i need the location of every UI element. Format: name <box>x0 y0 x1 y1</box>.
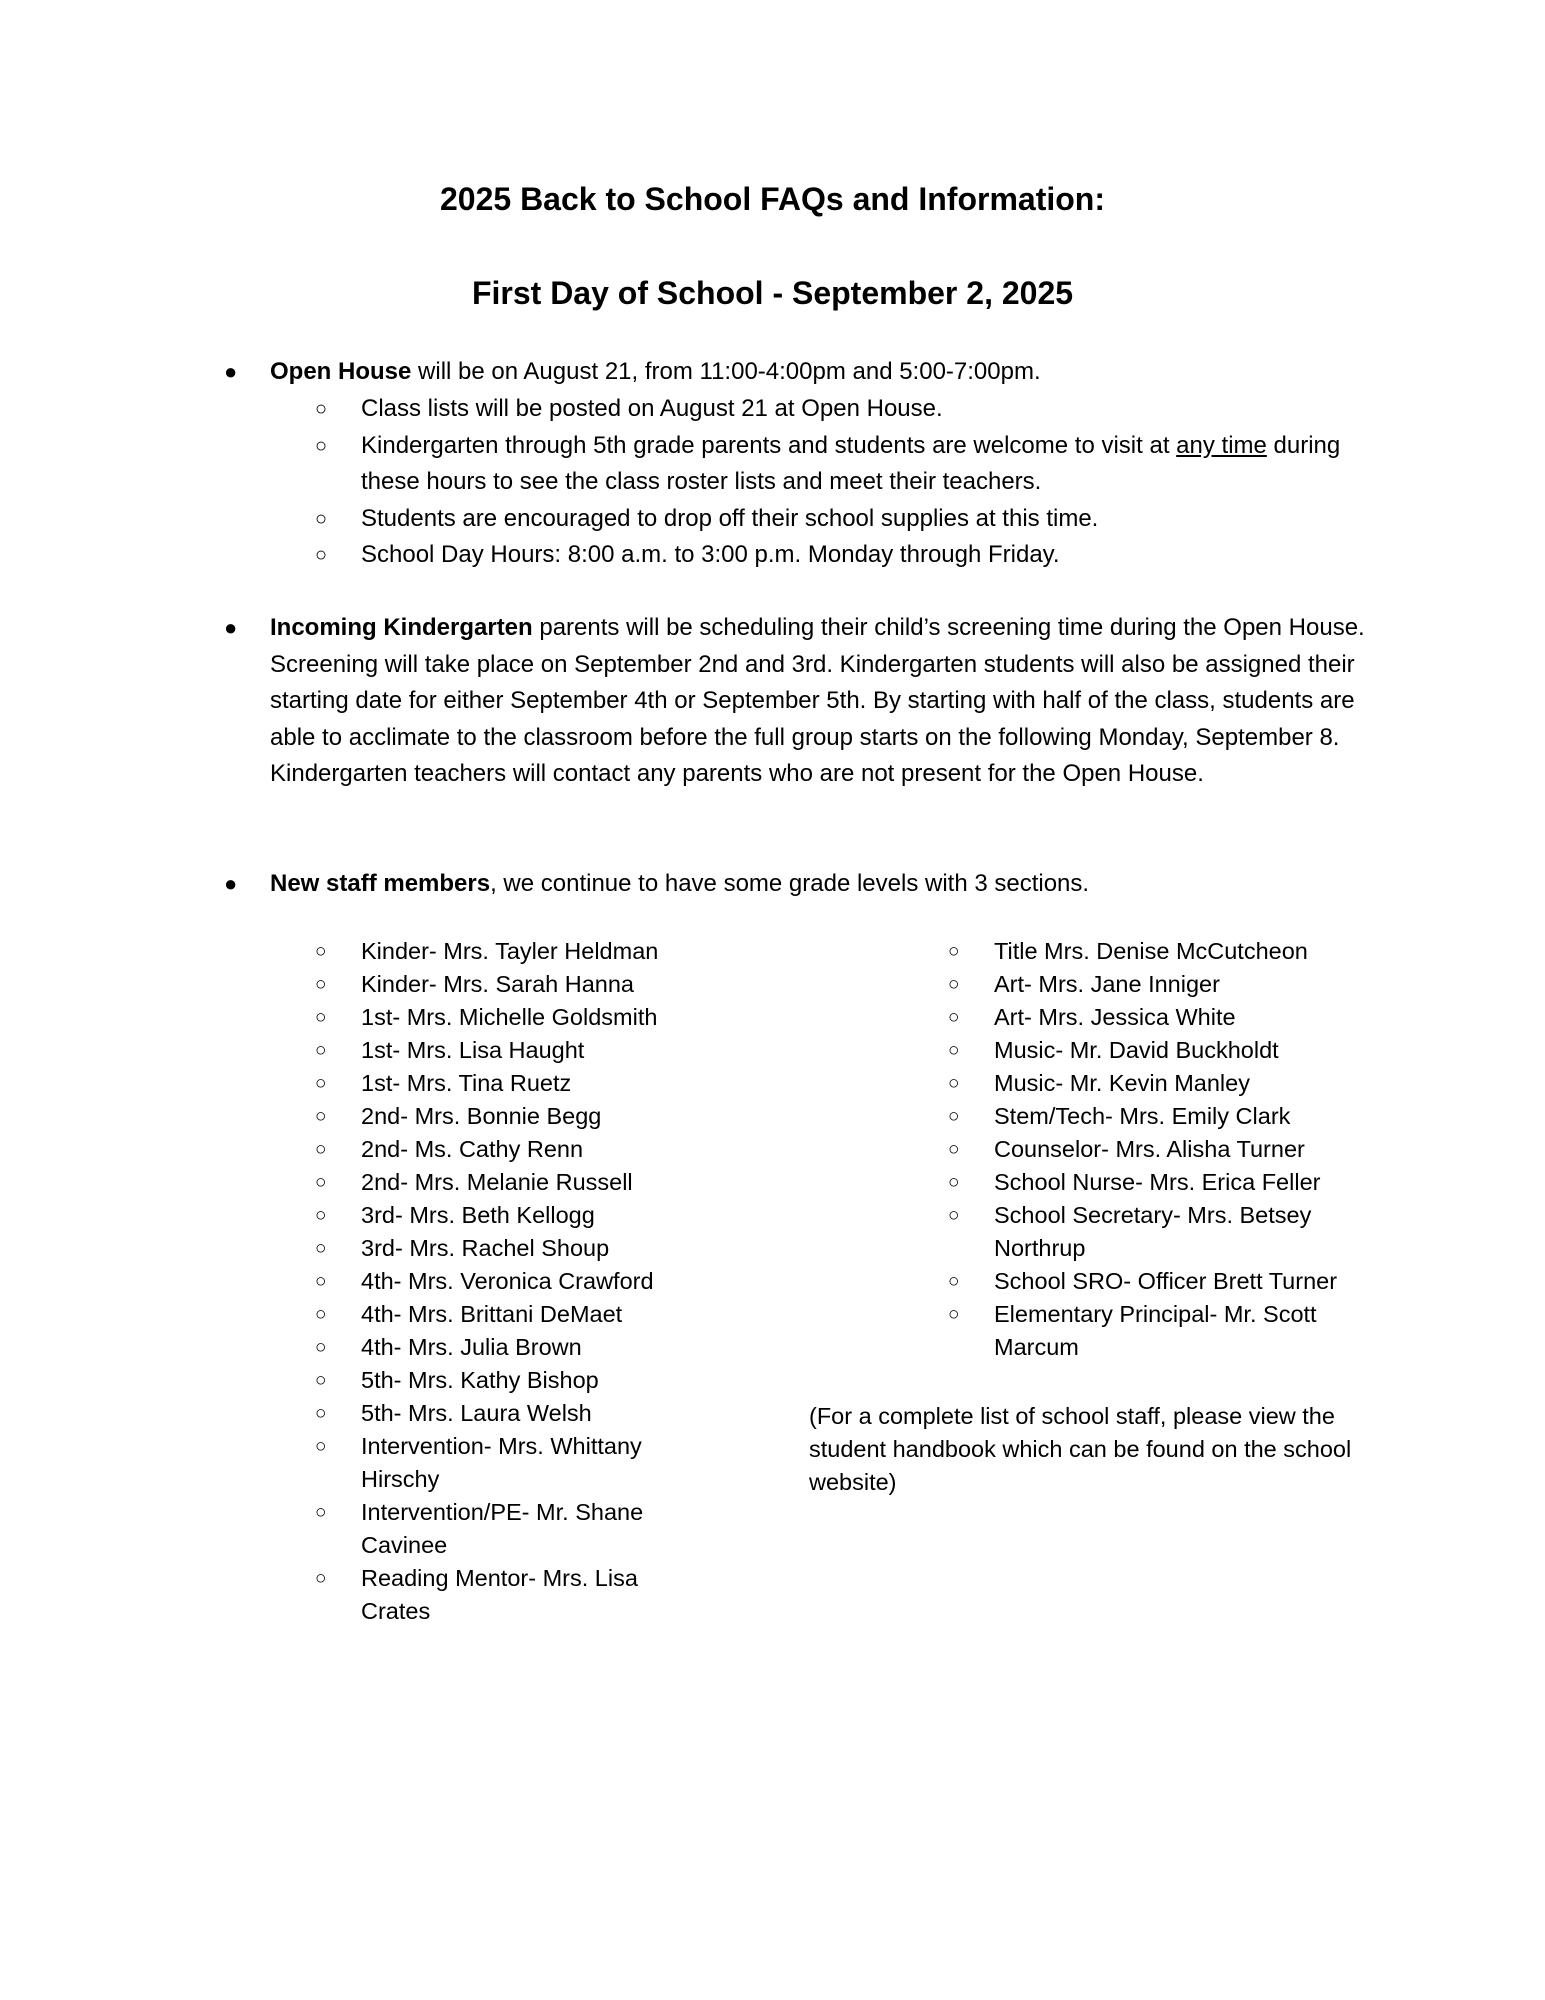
visit-text-pre: Kindergarten through 5th grade parents and students are welcome to visit at <box>361 431 1177 459</box>
staff-list-item <box>948 1298 1368 1364</box>
staff-list-item <box>315 1232 700 1265</box>
sub-bullet-marker: ○ <box>315 1436 327 1457</box>
sub-bullet-marker: ○ <box>315 1568 327 1589</box>
staff-member-name: School Nurse- Mrs. Erica Feller <box>994 1169 1321 1195</box>
staff-member-name: 5th- Mrs. Laura Welsh <box>361 1400 592 1426</box>
sub-bullet-marker: ○ <box>948 1139 960 1160</box>
staff-list-item <box>948 1067 1368 1100</box>
staff-list-item <box>315 935 700 968</box>
sub-bullet-marker: ○ <box>948 974 960 995</box>
staff-member-name: 4th- Mrs. Veronica Crawford <box>361 1268 654 1294</box>
staff-list-item <box>315 1166 700 1199</box>
sub-bullet-marker: ○ <box>315 544 328 566</box>
staff-member-name: School SRO- Officer Brett Turner <box>994 1268 1338 1294</box>
staff-member-name: 1st- Mrs. Tina Ruetz <box>361 1070 572 1096</box>
sub-bullet-marker: ○ <box>948 1073 960 1094</box>
staff-list-item <box>948 1100 1368 1133</box>
sub-bullet-marker: ○ <box>948 1106 960 1127</box>
page-title: 2025 Back to School FAQs and Information: <box>439 181 1105 217</box>
staff-member-name: School Secretary- Mrs. Betsey Northrup <box>994 1202 1312 1261</box>
bullet-marker: ● <box>224 615 238 640</box>
staff-lead: New staff members <box>270 870 491 897</box>
sub-bullet-marker: ○ <box>315 1007 327 1028</box>
sub-bullet-marker: ○ <box>315 1106 327 1127</box>
staff-list-item <box>948 1001 1368 1034</box>
staff-list-item <box>315 1562 700 1628</box>
class-lists-text: Class lists will be posted on August 21 at Open House. <box>361 395 943 422</box>
staff-member-name: 2nd- Mrs. Bonnie Begg <box>361 1103 602 1129</box>
kindergarten-text <box>270 610 1380 793</box>
sub-bullet-marker: ○ <box>315 1139 327 1160</box>
staff-member-name: 1st- Mrs. Michelle Goldsmith <box>361 1004 658 1030</box>
sub-bullet-marker: ○ <box>315 1337 327 1358</box>
sub-bullet-marker: ○ <box>948 1205 960 1226</box>
staff-list-item <box>948 935 1368 968</box>
staff-list-item <box>315 1067 700 1100</box>
staff-list-right <box>948 935 1368 1364</box>
staff-text <box>270 866 1380 903</box>
sub-bullet-marker: ○ <box>315 507 328 530</box>
sub-bullet-marker: ○ <box>315 1271 327 1292</box>
page-subtitle: First Day of School - September 2, 2025 <box>471 275 1074 311</box>
open-house-rest: will be on August 21, from 11:00-4:00pm and 5:00-7:00pm. <box>411 358 1041 385</box>
staff-list-item <box>315 1001 700 1034</box>
staff-member-name: Reading Mentor- Mrs. Lisa Crates <box>361 1565 638 1624</box>
open-house-lead: Open House <box>270 358 412 385</box>
sub-bullet-marker: ○ <box>315 1172 327 1193</box>
staff-list-item <box>315 1364 700 1397</box>
staff-member-name: 4th- Mrs. Julia Brown <box>361 1334 582 1360</box>
supplies-text: Students are encouraged to drop off their school supplies at this time. <box>361 504 1099 532</box>
kindergarten-rest: parents will be scheduling their child’s screening time during the Open House. Screening will take place on September 2nd and 3rd. Kindergarten students will also be assigned their starting date for either September 4th or September 5th. By starting with half of the class, students are able to acclimate to the classroom before the full group starts on the following Monday, September 8. Kindergarten teachers will contact any parents who are not present for the Open House. <box>270 614 1365 787</box>
staff-list-item <box>315 1331 700 1364</box>
staff-member-name: Title Mrs. Denise McCutcheon <box>994 938 1308 964</box>
staff-list-item <box>948 1133 1368 1166</box>
staff-list-item <box>315 1496 700 1562</box>
staff-list-item <box>315 1199 700 1232</box>
sub-bullet-marker: ○ <box>315 1238 327 1259</box>
staff-member-name: Stem/Tech- Mrs. Emily Clark <box>994 1103 1291 1129</box>
sub-bullet-marker: ○ <box>315 1502 327 1523</box>
sub-bullet-marker: ○ <box>315 1403 327 1424</box>
sub-bullet-marker: ○ <box>315 1040 327 1061</box>
sub-bullet-marker: ○ <box>948 941 960 962</box>
staff-list-item <box>315 1100 700 1133</box>
staff-list-item <box>948 1166 1368 1199</box>
staff-list-item <box>315 1430 700 1496</box>
sub-bullet-marker: ○ <box>315 1304 327 1325</box>
sub-bullet-marker: ○ <box>315 434 328 457</box>
staff-note: (For a complete list of school staff, please view the student handbook which can be found on the school website) <box>809 1403 1352 1495</box>
staff-member-name: 3rd- Mrs. Beth Kellogg <box>361 1202 595 1228</box>
staff-member-name: Music- Mr. David Buckholdt <box>994 1037 1279 1063</box>
sub-bullet-marker: ○ <box>315 974 327 995</box>
staff-member-name: 2nd- Mrs. Melanie Russell <box>361 1169 633 1195</box>
staff-member-name: 5th- Mrs. Kathy Bishop <box>361 1367 599 1393</box>
sub-bullet-marker: ○ <box>315 1205 327 1226</box>
staff-list-item <box>948 1034 1368 1067</box>
staff-list-item <box>948 1199 1368 1265</box>
staff-member-name: Art- Mrs. Jessica White <box>994 1004 1236 1030</box>
staff-list-item <box>315 1298 700 1331</box>
list-item <box>315 501 1355 538</box>
staff-member-name: Intervention/PE- Mr. Shane Cavinee <box>361 1499 644 1558</box>
list-item <box>315 391 1355 428</box>
bullet-marker: ● <box>224 359 238 384</box>
staff-member-name: 4th- Mrs. Brittani DeMaet <box>361 1301 623 1327</box>
staff-member-name: Kinder- Mrs. Tayler Heldman <box>361 938 659 964</box>
staff-member-name: Kinder- Mrs. Sarah Hanna <box>361 971 634 997</box>
staff-member-name: 1st- Mrs. Lisa Haught <box>361 1037 585 1063</box>
staff-member-name: 2nd- Ms. Cathy Renn <box>361 1136 584 1162</box>
staff-member-name: Intervention- Mrs. Whittany Hirschy <box>361 1433 642 1492</box>
staff-rest: , we continue to have some grade levels with 3 sections. <box>490 870 1090 897</box>
school-hours-text: School Day Hours: 8:00 a.m. to 3:00 p.m. Monday through Friday. <box>361 541 1060 568</box>
kindergarten-lead: Incoming Kindergarten <box>270 614 533 641</box>
staff-list-item <box>315 1265 700 1298</box>
sub-bullet-marker: ○ <box>948 1271 960 1292</box>
staff-list-item <box>948 968 1368 1001</box>
bullet-marker: ● <box>224 871 238 896</box>
sub-bullet-marker: ○ <box>948 1172 960 1193</box>
staff-list-item <box>315 1397 700 1430</box>
staff-list-item <box>948 1265 1368 1298</box>
staff-list-left <box>315 935 700 1628</box>
staff-member-name: 3rd- Mrs. Rachel Shoup <box>361 1235 610 1261</box>
open-house-sub-list <box>315 391 1355 574</box>
staff-list-item <box>315 1133 700 1166</box>
sub-bullet-marker: ○ <box>315 941 327 962</box>
list-item <box>315 428 1355 501</box>
staff-member-name: Elementary Principal- Mr. Scott Marcum <box>994 1301 1317 1360</box>
sub-bullet-marker: ○ <box>948 1007 960 1028</box>
staff-member-name: Counselor- Mrs. Alisha Turner <box>994 1136 1305 1162</box>
sub-bullet-marker: ○ <box>315 398 328 420</box>
visit-text-post: during these hours to see the class roster lists and meet their teachers. <box>361 431 1341 495</box>
sub-bullet-marker: ○ <box>948 1040 960 1061</box>
sub-bullet-marker: ○ <box>315 1073 327 1094</box>
sub-bullet-marker: ○ <box>315 1370 327 1391</box>
staff-list-item <box>315 968 700 1001</box>
staff-list-item <box>315 1034 700 1067</box>
sub-bullet-marker: ○ <box>948 1304 960 1325</box>
open-house-text <box>270 354 1380 391</box>
staff-member-name: Music- Mr. Kevin Manley <box>994 1070 1250 1096</box>
visit-text-underline: any time <box>1176 431 1267 459</box>
staff-member-name: Art- Mrs. Jane Inniger <box>994 971 1220 997</box>
list-item <box>315 537 1355 574</box>
